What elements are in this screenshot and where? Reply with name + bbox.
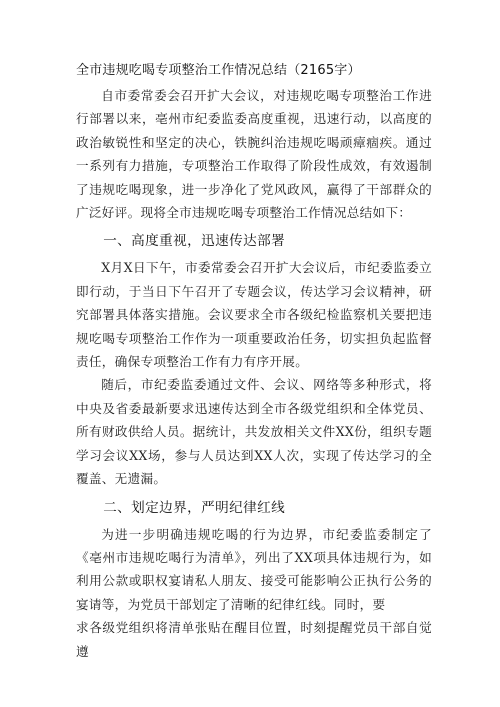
section-2-paragraph-1: 为进一步明确违规吃喝的行为边界，市纪委监委制定了《亳州市违规吃喝行为清单》，列出了XX项具体违规行为，如利用公款或职权宴请私人朋友、接受可能影响公正执行公务的宴请等，为党员干部划定了清晰的纪律红线。同时，要 — [76, 526, 432, 612]
section-heading-2: 二、划定边界，严明纪律红线 — [103, 499, 286, 516]
intro-paragraph: 自市委常委会召开扩大会议，对违规吃喝专项整治工作进行部署以来，亳州市纪委监委高度重视，迅速行动，以高度的政治敏锐性和坚定的决心，铁腕纠治违规吃喝顽瘴痼疾。通过一系列有力措施，专项整治工作取得了阶段性成效，有效遏制了违规吃喝现象，进一步净化了党风政风，赢得了干部群众的广泛好评。现将全市违规吃喝专项整治工作情况总结如下： — [76, 88, 432, 221]
section-2-paragraph-2: 求各级党组织将清单张贴在醒目位置，时刻提醒党员干部自觉遵 — [76, 620, 432, 659]
section-1-paragraph-2: 随后，市纪委监委通过文件、会议、网络等多种形式，将中央及省委最新要求迅速传达到全市各级党组织和全体党员、所有财政供给人员。据统计，共发放相关文件XX份，组织专题学习会议XX场，参与人员达到XX人次，实现了传达学习的全覆盖、无遗漏。 — [76, 377, 432, 487]
section-1-paragraph-1: X月X日下午，市委常委会召开扩大会议后，市纪委监委立即行动，于当日下午召开了专题会议，传达学习会议精神，研究部署具体落实措施。会议要求全市各级纪检监察机关要把违规吃喝专项整治工作作为一项重要政治任务，切实担负起监督责任，确保专项整治工作有力有序开展。 — [76, 260, 432, 370]
document-page — [76, 62, 432, 663]
section-heading-1: 一、高度重视，迅速传达部署 — [103, 233, 286, 250]
document-title: 全市违规吃喝专项整治工作情况总结（2165字） — [76, 63, 361, 78]
